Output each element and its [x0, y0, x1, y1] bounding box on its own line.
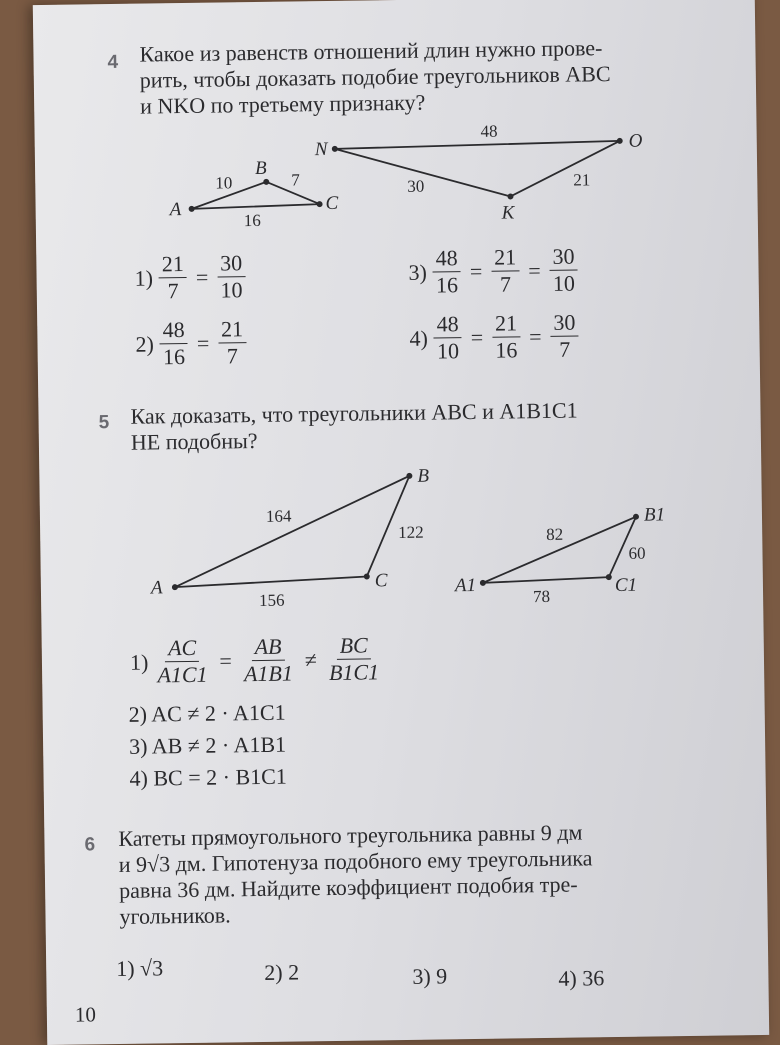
vertex-c-label: C: [325, 192, 339, 215]
fraction: $\frac{30}{7}$: [550, 310, 579, 363]
question-4-line-1: Какое из равенств отношений длин нужно прове-: [139, 35, 603, 67]
question-6-line-1: Катеты прямоугольного треугольника равны 9 дм: [118, 819, 583, 851]
q4-option-1: 1) $\frac{21}{7}$ = $\frac{30}{10}$: [134, 250, 245, 305]
side-a1c1-label: 78: [532, 586, 551, 607]
fraction: $\frac{21}{16}$: [492, 310, 521, 363]
side-bc-label: 7: [291, 170, 300, 190]
q4-option-2: 2) $\frac{48}{16}$ = $\frac{21}{7}$: [135, 316, 246, 371]
option-label: 1): [134, 264, 154, 291]
vertex-o-label: O: [628, 130, 643, 152]
question-5-figure: [131, 458, 723, 616]
q6-option-3: 3) 9: [412, 963, 448, 989]
fraction: $\frac{30}{10}$: [217, 250, 246, 303]
side-ac-label: 156: [258, 590, 285, 610]
fraction: $\frac{30}{10}$: [549, 244, 578, 297]
triangle-abc: [167, 157, 339, 231]
question-6-line-4: угольников.: [119, 902, 231, 929]
question-4-line-3: и NKO по третьему признаку?: [140, 89, 426, 119]
question-6-text: [118, 817, 729, 930]
fraction: $\frac{AB}{A1B1}$: [243, 633, 294, 687]
triangle-abc-large: [147, 466, 431, 612]
question-5-text: [130, 396, 721, 456]
vertex-c-label: C: [374, 570, 388, 592]
vertex-a1-label: A1: [454, 574, 477, 597]
option-label: 3): [408, 259, 428, 285]
question-5-line-1: Как доказать, что треугольники ABC и A1B1C1: [130, 397, 578, 429]
fraction: $\frac{AC}{A1C1}$: [157, 634, 208, 688]
question-6-number: 6: [84, 834, 96, 856]
vertex-n-label: N: [314, 138, 328, 161]
side-ac-label: 16: [243, 210, 261, 231]
vertex-c1-label: C1: [614, 574, 638, 597]
fraction: $\frac{48}{16}$: [159, 317, 188, 370]
question-4-text: [139, 34, 700, 120]
option-label: 2): [135, 330, 155, 357]
vertex-b1-label: B1: [643, 504, 666, 526]
textbook-page: [33, 0, 769, 1045]
side-ko-label: 21: [573, 170, 591, 190]
fraction: $\frac{48}{10}$: [433, 311, 462, 364]
fraction: $\frac{48}{16}$: [432, 245, 461, 298]
question-6-line-2: и 9√3 дм. Гипотенуза подобного ему треугольника: [118, 845, 593, 877]
q5-option-3: 3) AB ≠ 2 · A1B1: [128, 731, 287, 759]
question-4-line-2: рить, чтобы доказать подобие треугольников ABC: [139, 61, 611, 93]
q6-option-4: 4) 36: [558, 965, 605, 991]
q5-option-2: 2) AC ≠ 2 · A1C1: [128, 699, 286, 727]
side-no-label: 48: [480, 121, 498, 141]
q4-option-3: 3) $\frac{48}{16}$ = $\frac{21}{7}$ = $\frac{30}{10}$: [408, 244, 578, 299]
q5-option-1: 1) $\frac{AC}{A1C1}$ = $\frac{AB}{A1B1}$ ≠ $\frac{BC}{B1C1}$: [130, 632, 383, 689]
question-5-line-2: НЕ подобны?: [130, 427, 258, 455]
fraction: $\frac{21}{7}$: [491, 244, 520, 297]
vertex-k-label: K: [501, 202, 515, 224]
vertex-a-label: A: [169, 199, 182, 221]
q4-option-4: 4) $\frac{48}{10}$ = $\frac{21}{16}$ = $\frac{30}{7}$: [409, 310, 579, 365]
triangle-nko: [313, 120, 643, 227]
side-b1c1-label: 60: [628, 543, 646, 563]
side-bc-label: 122: [398, 522, 424, 543]
side-a1b1-label: 82: [546, 524, 564, 544]
side-ab-label: 164: [265, 506, 292, 526]
option-label: 1): [129, 649, 149, 675]
side-ab-label: 10: [215, 173, 233, 193]
triangle-a1b1c1: [452, 504, 666, 607]
page-number: 10: [74, 1002, 97, 1027]
question-4-figure: [144, 116, 685, 234]
fraction: $\frac{BC}{B1C1}$: [328, 632, 380, 686]
fraction: $\frac{21}{7}$: [159, 251, 188, 304]
vertex-b-label: B: [254, 157, 267, 180]
q6-option-1: 1) √3: [116, 955, 164, 982]
q5-option-4: 4) BC = 2 · B1C1: [129, 763, 288, 791]
vertex-b-label: B: [417, 465, 430, 487]
q6-option-2: 2) 2: [264, 959, 300, 985]
side-nk-label: 30: [407, 176, 425, 196]
fraction: $\frac{21}{7}$: [218, 316, 247, 369]
vertex-a-label: A: [150, 577, 163, 599]
question-5-number: 5: [98, 412, 110, 434]
question-6-line-3: равна 36 дм. Найдите коэффициент подобия тре-: [118, 871, 578, 903]
option-label: 4): [409, 325, 428, 351]
question-4-number: 4: [107, 51, 119, 74]
